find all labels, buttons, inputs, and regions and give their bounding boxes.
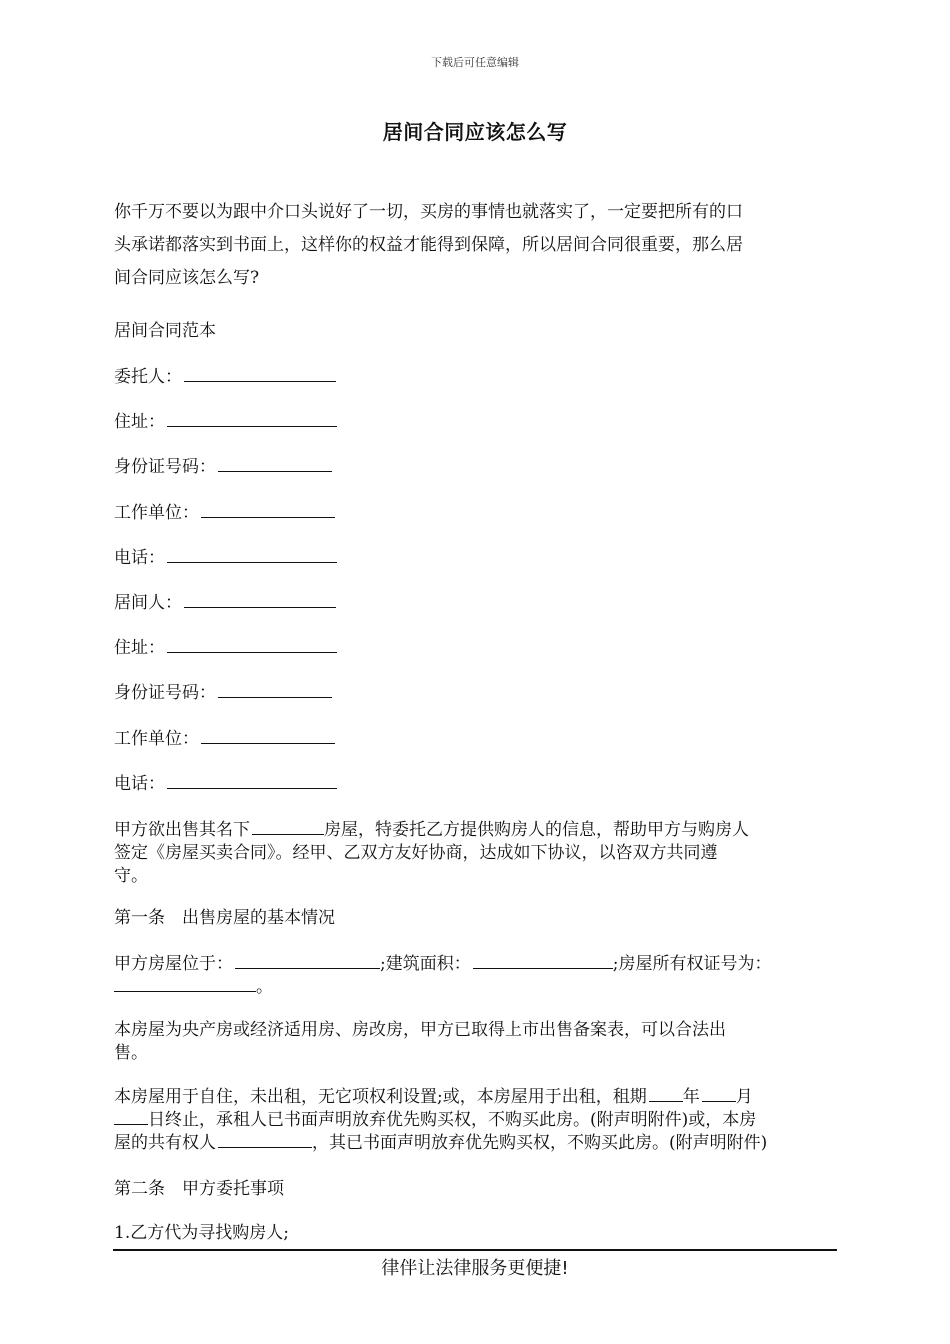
cert-blank[interactable] xyxy=(114,976,256,992)
preamble-line-2: 签定《房屋买卖合同》。经甲、乙双方友好协商，达成如下协议，以咨双方共同遵 xyxy=(114,843,718,863)
preamble-text-a: 甲方欲出售其名下 xyxy=(114,820,250,840)
intro-paragraph xyxy=(114,196,836,295)
intro-line-2: 头承诺都落实到书面上，这样你的权益才能得到保障，所以居间合同很重要，那么居 xyxy=(114,235,743,255)
lease-paragraph xyxy=(114,1086,836,1155)
period-text: 。 xyxy=(256,977,273,997)
client-phone-field xyxy=(114,547,836,570)
lease-text-a: 本房屋用于自住，未出租，无它项权利设置;或，本房屋用于出租，租期 xyxy=(114,1087,647,1107)
year-text: 年 xyxy=(682,1087,700,1107)
intro-line-3: 间合同应该怎么写? xyxy=(114,268,260,288)
broker-workplace-field xyxy=(114,728,836,751)
property-info-line-1 xyxy=(114,953,836,976)
property-type-line-1: 本房屋为央产房或经济适用房、房改房，甲方已取得上市出售备案表，可以合法出 xyxy=(114,1020,726,1040)
client-phone-label: 电话： xyxy=(114,548,165,568)
lease-line-1 xyxy=(114,1086,836,1109)
broker-phone-field xyxy=(114,773,836,796)
preamble-paragraph xyxy=(114,819,836,888)
client-address-field xyxy=(114,411,836,434)
lease-text-c: 屋的共有权人 xyxy=(114,1133,216,1153)
property-type-paragraph xyxy=(114,1019,836,1065)
area-blank[interactable] xyxy=(473,953,613,969)
client-phone-blank[interactable] xyxy=(167,547,337,563)
broker-address-label: 住址： xyxy=(114,638,165,658)
area-label: ;建筑面积： xyxy=(380,954,471,974)
broker-id-label: 身份证号码： xyxy=(114,683,216,703)
client-label: 委托人： xyxy=(114,367,182,387)
client-id-field xyxy=(114,456,836,479)
co-owner-blank[interactable] xyxy=(218,1132,312,1148)
lease-day-blank[interactable] xyxy=(114,1109,148,1125)
footer-slogan: 律伴让法律服务更便捷! xyxy=(381,1258,569,1279)
client-address-blank[interactable] xyxy=(167,411,337,427)
article-1-heading: 第一条 出售房屋的基本情况 xyxy=(114,908,335,928)
broker-blank[interactable] xyxy=(184,592,336,608)
broker-id-field xyxy=(114,682,836,705)
client-id-blank[interactable] xyxy=(218,456,332,472)
broker-address-field xyxy=(114,637,836,660)
broker-label: 居间人： xyxy=(114,593,182,613)
preamble-line-3: 守。 xyxy=(114,866,148,886)
broker-workplace-blank[interactable] xyxy=(201,728,335,744)
broker-field xyxy=(114,592,836,615)
property-info-paragraph xyxy=(114,953,836,999)
property-info-line-2 xyxy=(114,976,836,999)
property-type-line-2: 售。 xyxy=(114,1043,148,1063)
location-label: 甲方房屋位于： xyxy=(114,954,233,974)
client-field xyxy=(114,366,836,389)
preamble-text-b: 房屋，特委托乙方提供购房人的信息，帮助甲方与购房人 xyxy=(324,820,749,840)
header-note: 下载后可任意编辑 xyxy=(431,56,519,69)
client-blank[interactable] xyxy=(184,366,336,382)
lease-line-3 xyxy=(114,1132,836,1155)
lease-text-d: ，其已书面声明放弃优先购买权，不购买此房。(附声明附件) xyxy=(312,1133,768,1153)
month-text: 月 xyxy=(735,1087,753,1107)
template-heading: 居间合同范本 xyxy=(114,321,216,341)
lease-year-blank[interactable] xyxy=(649,1086,683,1102)
broker-phone-blank[interactable] xyxy=(167,773,337,789)
cert-label: ;房屋所有权证号为： xyxy=(612,954,772,974)
document-title: 居间合同应该怎么写 xyxy=(382,120,568,144)
intro-line-1: 你千万不要以为跟中介口头说好了一切，买房的事情也就落实了，一定要把所有的口 xyxy=(114,202,743,222)
article-2-item-1: 1.乙方代为寻找购房人; xyxy=(114,1223,289,1243)
footer-divider xyxy=(113,1249,837,1251)
lease-month-blank[interactable] xyxy=(702,1086,736,1102)
client-workplace-label: 工作单位： xyxy=(114,503,199,523)
preamble-line-1 xyxy=(114,819,836,842)
lease-text-b: 日终止，承租人已书面声明放弃优先购买权，不购买此房。(附声明附件)或，本房 xyxy=(148,1110,757,1130)
client-address-label: 住址： xyxy=(114,412,165,432)
location-blank[interactable] xyxy=(235,953,380,969)
client-id-label: 身份证号码： xyxy=(114,457,216,477)
property-name-blank[interactable] xyxy=(252,819,324,835)
article-2-heading: 第二条 甲方委托事项 xyxy=(114,1179,284,1199)
broker-workplace-label: 工作单位： xyxy=(114,729,199,749)
broker-phone-label: 电话： xyxy=(114,774,165,794)
broker-id-blank[interactable] xyxy=(218,682,332,698)
client-workplace-field xyxy=(114,502,836,525)
broker-address-blank[interactable] xyxy=(167,637,337,653)
lease-line-2 xyxy=(114,1109,836,1132)
client-workplace-blank[interactable] xyxy=(201,502,335,518)
